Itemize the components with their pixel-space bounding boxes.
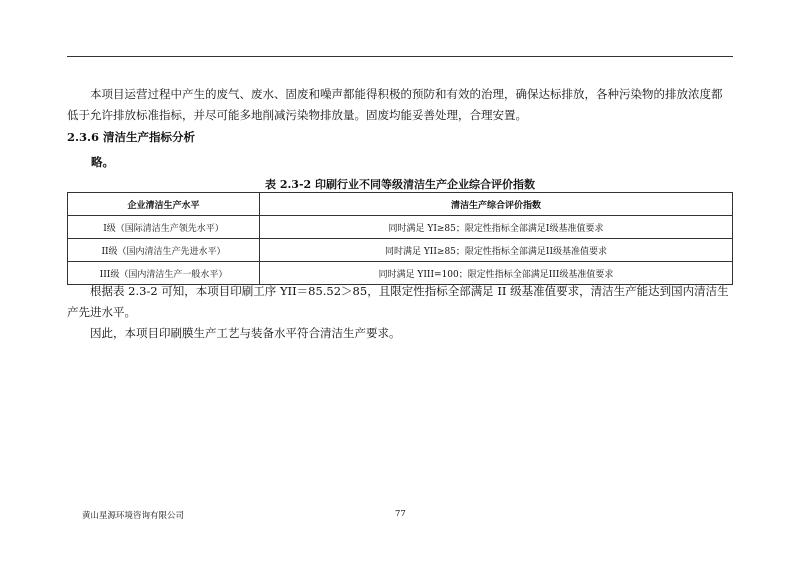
header-rule: [67, 56, 733, 57]
paragraph-summary: 因此，本项目印刷膜生产工艺与装备水平符合清洁生产要求。: [90, 326, 401, 340]
table-header-index: 清洁生产综合评价指数: [260, 193, 733, 216]
table-cell-level: III级（国内清洁生产一般水平）: [68, 262, 260, 285]
page-number: 77: [395, 509, 406, 519]
table-cell-level: II级（国内清洁生产先进水平）: [68, 239, 260, 262]
table-cell-index: 同时满足 YII≥85；限定性指标全部满足II级基准值要求: [260, 239, 733, 262]
table-row: [68, 239, 733, 262]
table-cell-index: 同时满足 YIII=100；限定性指标全部满足III级基准值要求: [260, 262, 733, 285]
table-cell-index: 同时满足 YI≥85；限定性指标全部满足I级基准值要求: [260, 216, 733, 239]
table-row: [68, 216, 733, 239]
table-caption: 表 2.3-2 印刷行业不同等级清洁生产企业综合评价指数: [264, 178, 535, 191]
evaluation-table: [67, 192, 733, 285]
table-header-row: [68, 193, 733, 216]
section-heading: 2.3.6 清洁生产指标分析: [67, 130, 196, 144]
paragraph-conclusion: 根据表 2.3-2 可知，本项目印刷工序 YII＝85.52＞85，且限定性指标全部满足 II 级基准值要求，清洁生产能达到国内清洁生产先进水平。: [67, 284, 729, 319]
paragraph-pollution-control: 本项目运营过程中产生的废气、废水、固废和噪声都能得积极的预防和有效的治理，确保达标排放，各种污染物的排放浓度都低于允许排放标准指标，并尽可能多地削减污染物排放量。固废均能妥善处理，合理安置。: [67, 87, 723, 122]
omitted-note: 略。: [91, 155, 114, 169]
table-cell-level: I级（国际清洁生产领先水平）: [68, 216, 260, 239]
table-header-level: 企业清洁生产水平: [68, 193, 260, 216]
footer-company: 黄山星源环境咨询有限公司: [82, 511, 185, 521]
